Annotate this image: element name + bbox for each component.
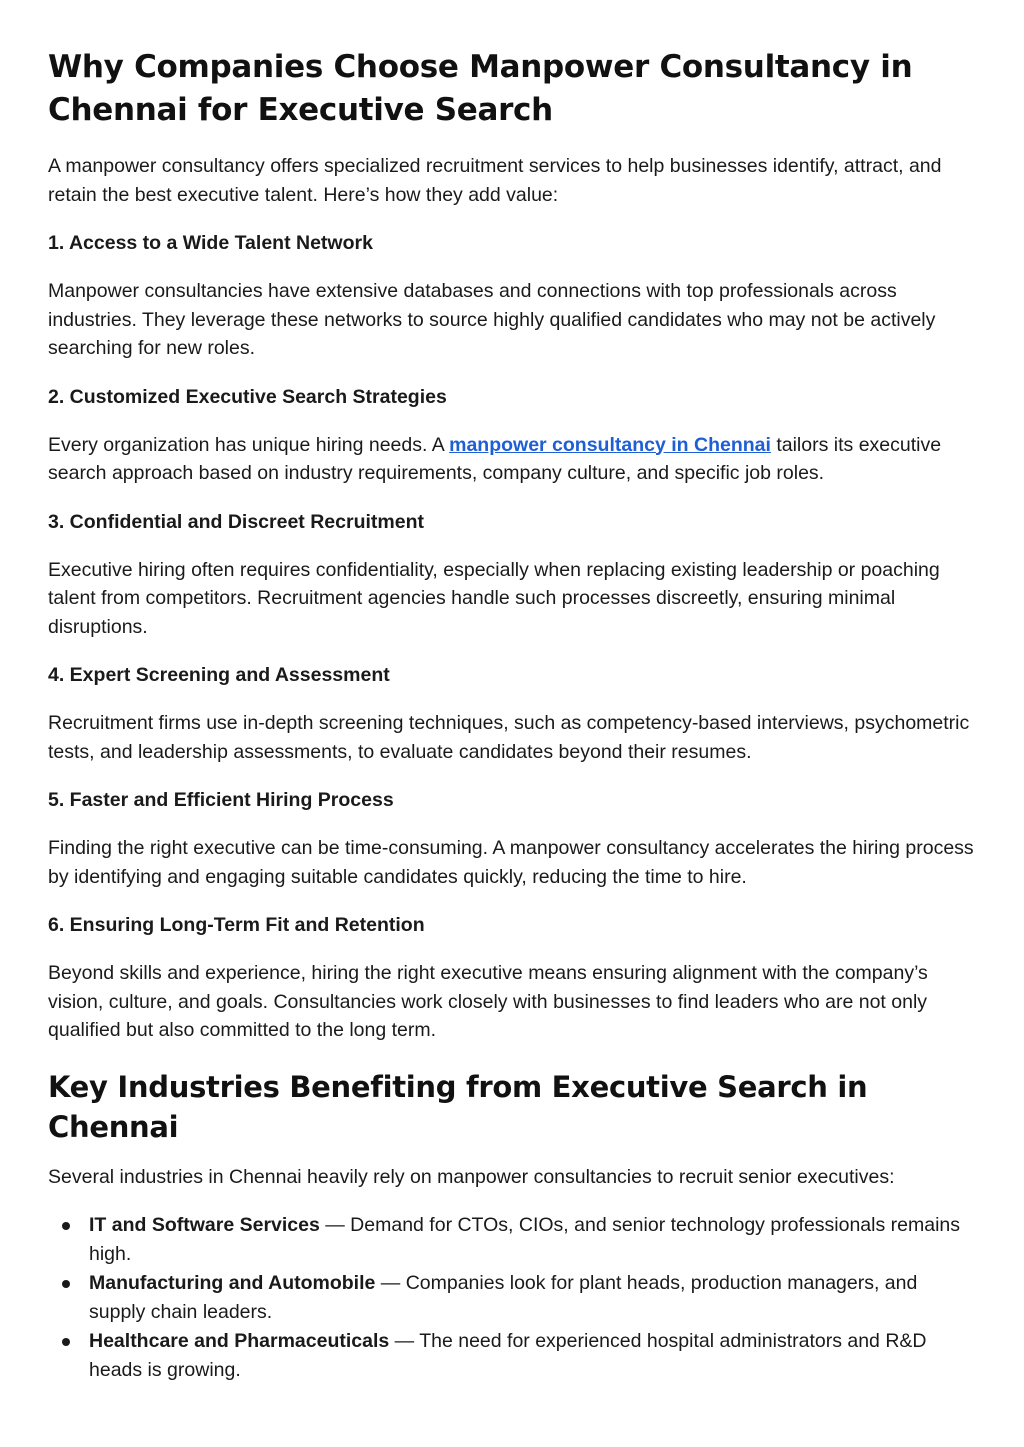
bullet-icon: [62, 1222, 70, 1230]
bullet-icon: [62, 1280, 70, 1288]
section-3: [48, 508, 978, 642]
section-5: [48, 786, 978, 891]
industries-list: [48, 1211, 978, 1384]
list-item: [48, 1269, 978, 1326]
section-6: [48, 911, 978, 1045]
section-body: [48, 431, 978, 488]
section-heading: 3. Confidential and Discreet Recruitment: [48, 510, 424, 533]
section-body: Beyond skills and experience, hiring the right executive means ensuring alignment with the company’s vision, culture, and goals. Consultancies work closely with businesses to find leaders who are not only qualified but also committed to the long term.: [48, 962, 928, 1041]
list-item: [48, 1327, 978, 1384]
section-body: Executive hiring often requires confidentiality, especially when replacing existing leadership or poaching talent from competitors. Recruitment agencies handle such processes discreetly, ensuring minimal disruptions.: [48, 558, 940, 638]
section-heading: 6. Ensuring Long-Term Fit and Retention: [48, 914, 425, 936]
section-body: Manpower consultancies have extensive databases and connections with top professionals across industries. They leverage these networks to source highly qualified candidates who may not be actively searching for new roles.: [48, 280, 936, 359]
article: [48, 46, 978, 1385]
industries-intro: Several industries in Chennai heavily rely on manpower consultancies to recruit senior executives:: [48, 1165, 895, 1188]
section-body-before: Every organization has unique hiring needs. A: [48, 433, 450, 456]
section-2: [48, 383, 978, 488]
section-4: [48, 661, 978, 766]
section-heading: 2. Customized Executive Search Strategies: [48, 385, 447, 408]
section-body-after: tailors its executive search approach based on industry requirements, company culture, and specific job roles.: [48, 433, 942, 484]
section-heading: 4. Expert Screening and Assessment: [48, 664, 390, 686]
list-item: [48, 1211, 978, 1268]
bullet-icon: [62, 1338, 70, 1346]
section-1: [48, 229, 978, 363]
intro-paragraph: A manpower consultancy offers specialized recruitment services to help businesses identify, attract, and retain the best executive talent. Here’s how they add value:: [48, 155, 942, 206]
industry-name: IT and Software Services: [89, 1214, 320, 1236]
section-heading: 5. Faster and Efficient Hiring Process: [48, 789, 394, 811]
industry-name: Healthcare and Pharmaceuticals: [89, 1330, 390, 1352]
section-heading: 1. Access to a Wide Talent Network: [48, 232, 373, 254]
section-body: Finding the right executive can be time-consuming. A manpower consultancy accelerates the hiring process by identifying and engaging suitable candidates quickly, reducing the time to hire.: [48, 837, 974, 888]
industry-name: Manufacturing and Automobile: [89, 1272, 376, 1294]
industry-description: — The need for experienced hospital administrators and R&D heads is growing.: [89, 1330, 927, 1381]
section-body: Recruitment firms use in-depth screening techniques, such as competency-based interviews, psychometric tests, and leadership assessments, to evaluate candidates beyond their resumes.: [48, 712, 970, 763]
manpower-consultancy-chennai-link[interactable]: manpower consultancy in Chennai: [449, 433, 771, 456]
page-title: Why Companies Choose Manpower Consultancy in Chennai for Executive Search: [48, 49, 913, 128]
industries-heading: Key Industries Benefiting from Executive Search in Chennai: [48, 1069, 868, 1144]
industry-description: — Demand for CTOs, CIOs, and senior technology professionals remains high.: [89, 1214, 961, 1265]
industry-description: — Companies look for plant heads, production managers, and supply chain leaders.: [89, 1272, 918, 1323]
